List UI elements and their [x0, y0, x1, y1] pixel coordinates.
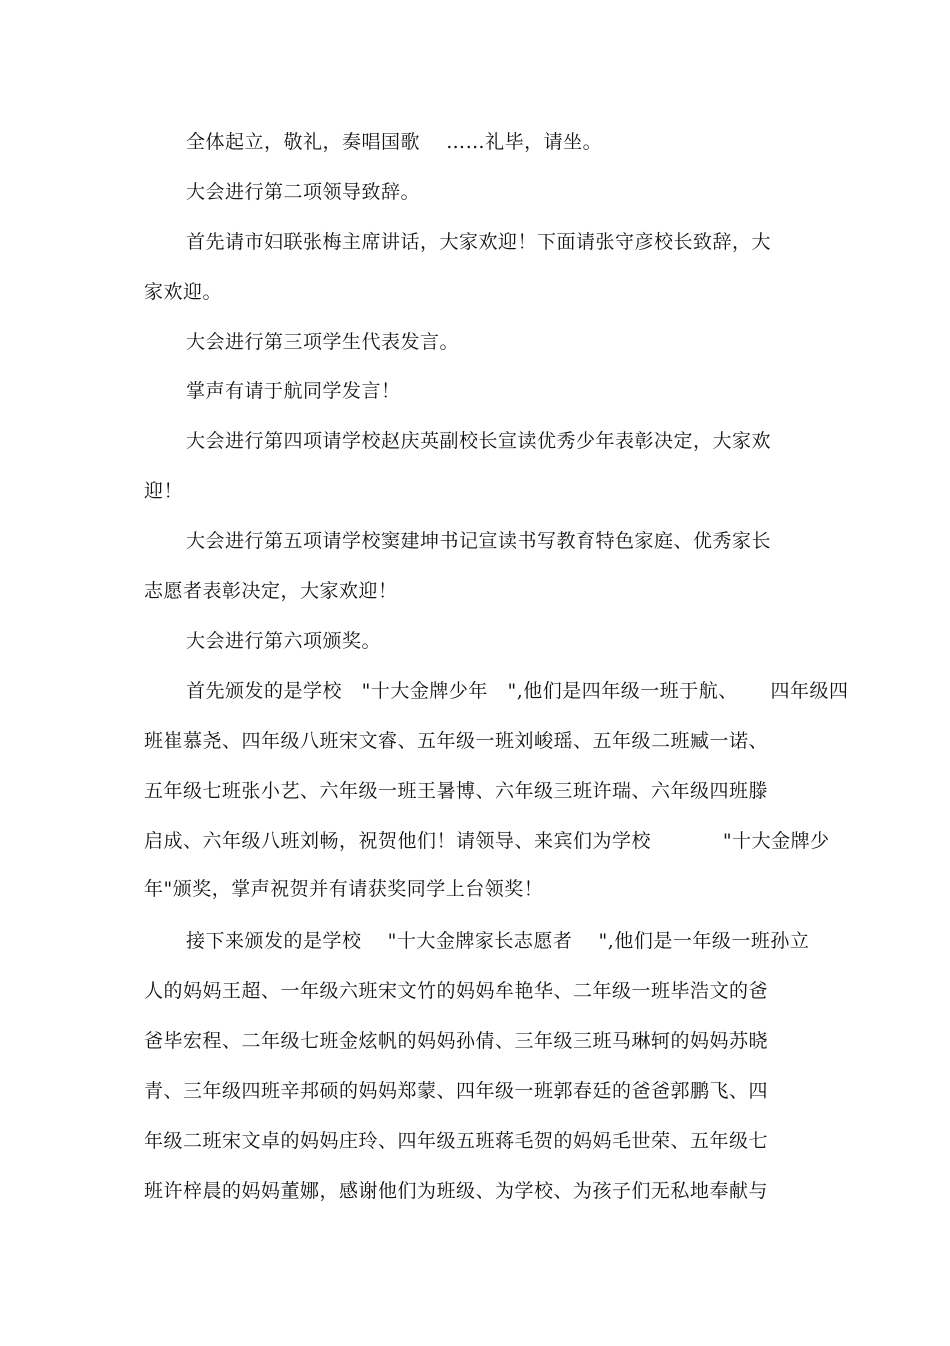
- text-line: 爸毕宏程、二年级七班金炫帆的妈妈孙倩、三年级三班马琳轲的妈妈苏晓: [144, 1030, 769, 1052]
- text-line: 年"颁奖，掌声祝贺并有请获奖同学上台领奖！: [144, 878, 544, 900]
- text-line: 五年级七班张小艺、六年级一班王暑博、六年级三班许瑞、六年级四班滕: [144, 780, 769, 802]
- text-line: 大会进行第二项领导致辞。: [186, 181, 421, 203]
- text-line: 志愿者表彰决定，大家欢迎！: [144, 580, 398, 602]
- text-line: 大会进行第三项学生代表发言。: [186, 331, 460, 353]
- text-line: 班许梓晨的妈妈董娜，感谢他们为班级、为学校、为孩子们无私地奉献与: [144, 1180, 769, 1202]
- text-line: 启成、六年级八班刘畅，祝贺他们！请领导、来宾们为学校 "十大金牌少: [144, 830, 830, 852]
- text-line: 掌声有请于航同学发言！: [186, 380, 401, 402]
- text-line: 大会进行第六项颁奖。: [186, 630, 382, 652]
- text-line: 迎！: [144, 480, 184, 502]
- text-line: 年级二班宋文卓的妈妈庄玲、四年级五班蒋毛贺的妈妈毛世荣、五年级七: [144, 1130, 769, 1152]
- text-line: 人的妈妈王超、一年级六班宋文竹的妈妈牟艳华、二年级一班毕浩文的爸: [144, 980, 769, 1002]
- text-line: 青、三年级四班辛邦硕的妈妈郑蒙、四年级一班郭春廷的爸爸郭鹏飞、四: [144, 1080, 769, 1102]
- text-line: 班崔慕尧、四年级八班宋文睿、五年级一班刘峻瑶、五年级二班臧一诺、: [144, 730, 769, 752]
- text-line: 首先颁发的是学校 "十大金牌少年 ",他们是四年级一班于航、 四年级四: [186, 680, 849, 702]
- text-line: 首先请市妇联张梅主席讲话，大家欢迎！下面请张守彦校长致辞，大: [186, 231, 772, 253]
- text-line: 大会进行第四项请学校赵庆英副校长宣读优秀少年表彰决定，大家欢: [186, 430, 772, 452]
- text-line: 大会进行第五项请学校窦建坤书记宣读书写教育特色家庭、优秀家长: [186, 530, 772, 552]
- text-line: 全体起立，敬礼，奏唱国歌 ……礼毕，请坐。: [186, 131, 603, 153]
- text-line: 家欢迎。: [144, 281, 223, 303]
- text-line: 接下来颁发的是学校 "十大金牌家长志愿者 ",他们是一年级一班孙立: [186, 930, 810, 952]
